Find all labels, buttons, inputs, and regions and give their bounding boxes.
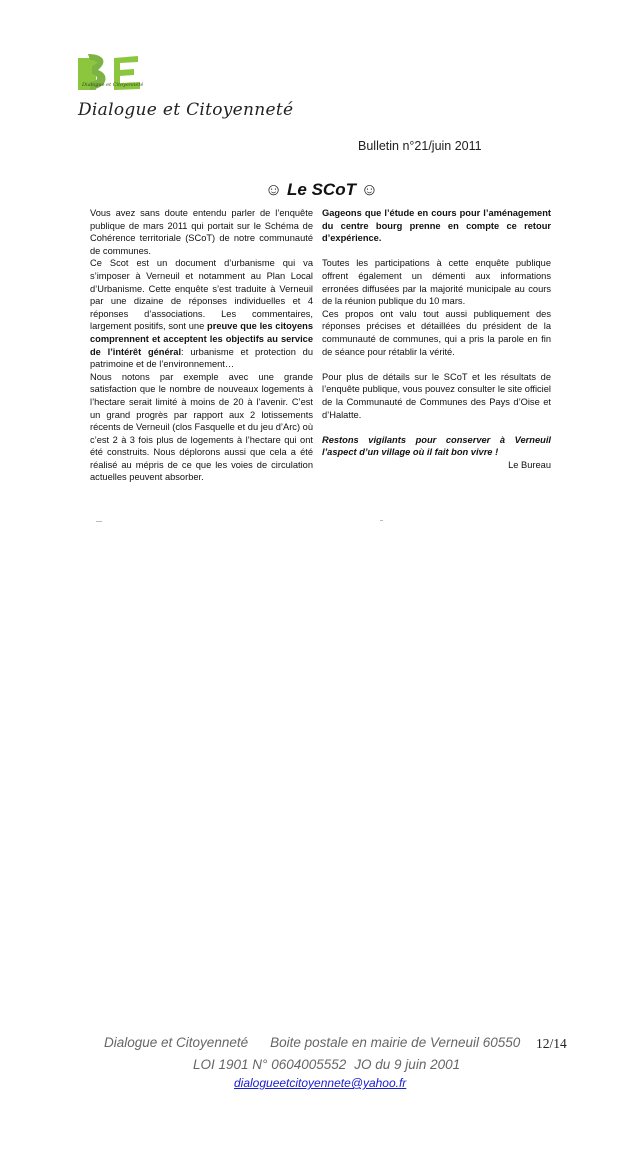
paragraph: Nous notons par exemple avec une grande satisfaction que le nombre de nouveaux logements à l’hectare serait limité à moins de 20 à l’avenir. C’est un grand progrès par rapport aux 2 lotissements récents de Verneuil (clos Fasquelle et du jeu d’Arc) où c’est 2 à 3 fois plus de logements à l’hectare qui ont été construits. Nous déplorons aussi que cela a été réalisé au mépris de ce que les voies de circulation actuelles peuvent absorber. <box>90 371 313 483</box>
right-column <box>322 207 551 471</box>
article-title-text: Le SCoT <box>287 180 356 199</box>
footer-line-2 <box>193 1057 460 1072</box>
closing-statement: Restons vigilants pour conserver à Verneuil l’aspect d’un village où il fait bon vivre ! <box>322 434 551 458</box>
footer-line-1 <box>104 1035 520 1050</box>
organization-logo <box>78 52 144 92</box>
footer-address: Boite postale en mairie de Verneuil 60550 <box>270 1035 521 1050</box>
paragraph: Toutes les participations à cette enquête publique offrent également un démenti aux informations erronées diffusées par la majorité municipale au cours de la réunion publique du 10 mars. <box>322 258 551 307</box>
signature: Le Bureau <box>508 459 551 470</box>
paragraph: Pour plus de détails sur le SCoT et les résultats de l’enquête publique, vous pouvez consulter le site officiel de la Communauté de Communes des Pays d’Oise et d’Halatte. <box>322 371 551 420</box>
paragraph-text: Ce Scot est un document d’urbanisme qui va s’imposer à Verneuil et notamment au Plan Local d’Urbanisme. Cette enquête s’est traduite à Verneuil par une dizaine de réponses individuelles et 4 réponses d’associations. Les commentaires, largement positifs, sont une <box>90 258 313 332</box>
email-link[interactable]: dialogueetcitoyennete@yahoo.fr <box>234 1076 407 1090</box>
left-column <box>90 207 313 484</box>
bulletin-number: Bulletin n°21/juin 2011 <box>358 139 482 153</box>
footer-org: Dialogue et Citoyenneté <box>104 1035 249 1050</box>
smiley-icon: ☺ <box>360 180 379 199</box>
footer-law: LOI 1901 N° 0604005552 <box>193 1057 347 1072</box>
brand-name: Dialogue et Citoyenneté <box>78 100 294 120</box>
footer-jo: JO du 9 juin 2001 <box>354 1057 461 1072</box>
paragraph: Gageons que l’étude en cours pour l’aménagement du centre bourg prenne en compte ce retour d’expérience. <box>322 208 551 244</box>
article-title <box>0 180 643 200</box>
logo-text: Dialogue et Citoyenneté <box>82 82 144 88</box>
paragraph <box>90 257 313 370</box>
smiley-icon: ☺ <box>264 180 283 199</box>
paragraph-text: : urbanisme et protection du patrimoine et de l’environnement… <box>90 346 313 370</box>
highlighted-text: preuve que les citoyens comprennent et acceptent les objectifs au service de l’intérêt général <box>90 321 313 357</box>
paragraph: Ces propos ont valu tout aussi publiquement des réponses précises et détaillées du président de la communauté de communes, qui a pris la parole en fin de séance pour rétablir la vérité. <box>322 308 551 357</box>
paragraph: Vous avez sans doute entendu parler de l’enquête publique de mars 2011 qui portait sur le Schéma de Cohérence territoriale (SCoT) de notre communauté de communes. <box>90 208 313 256</box>
page-number: 12/14 <box>536 1036 567 1051</box>
